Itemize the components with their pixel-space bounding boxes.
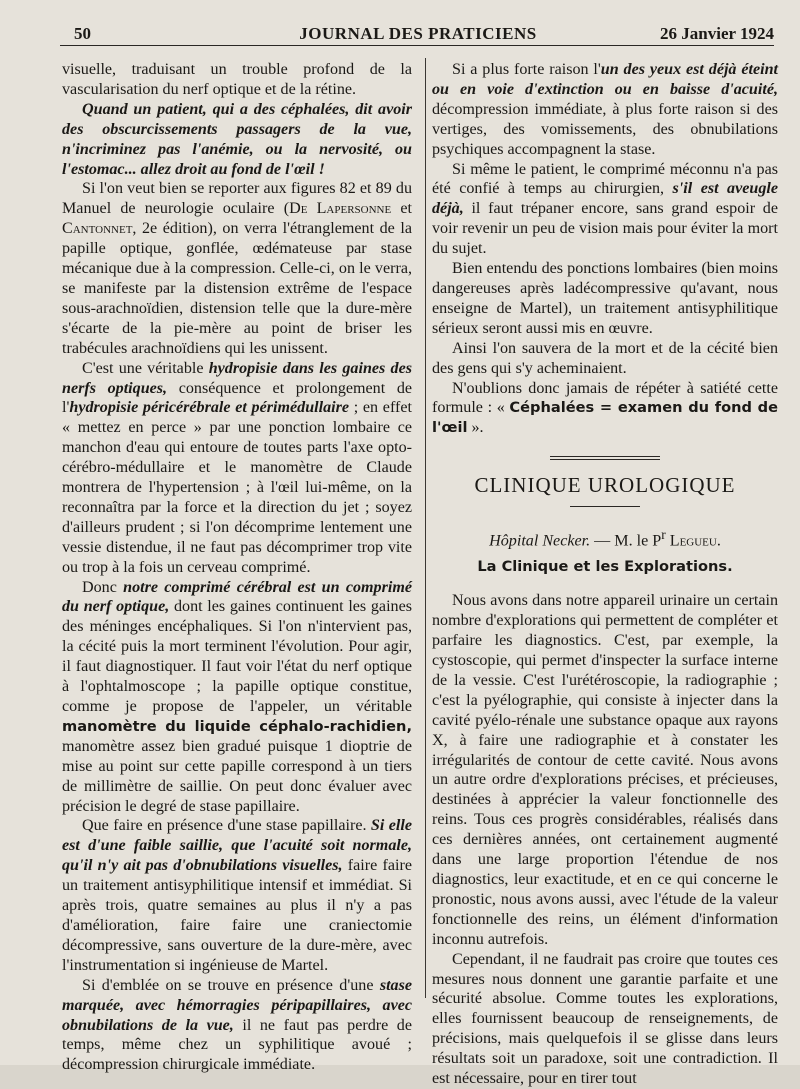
paragraph: Ainsi l'on sauvera de la mort et de la cécité bien des gens qui s'y acheminaient. [432, 339, 778, 377]
paragraph: visuelle, traduisant un trouble profond de la vascularisation du nerf optique et de la rétine. [62, 61, 412, 98]
page-number: 50 [74, 24, 91, 43]
hospital-line: Hôpital Necker. — M. le $P^r$ Legueu. [489, 527, 721, 550]
running-header [62, 16, 774, 46]
paragraph: Bien entendu des ponctions lombaires (bien moins dangereuses après ladécompressive qu'avant, nous enseigne de Martel), un traitement antisyphilitique sérieux seront aussi mis en œuvre. [432, 260, 778, 337]
right-column [432, 60, 778, 1089]
author-name: Cantonnet [62, 220, 133, 238]
article-subtitle: La Clinique et les Explorations. [477, 558, 733, 576]
title-rule [570, 506, 640, 507]
author-name: De Lapersonne [289, 200, 392, 218]
paragraph: N'oublions donc jamais de répéter à satiété cette formule : « Céphalées = examen du fond de l'œil ». [432, 379, 778, 437]
paragraph: Si même le patient, le comprimé méconnu n'a pas été confié à temps au chirurgien, s'il est aveugle déjà, il faut trépaner encore, sans grand espoir de voir revenir un peu de vision mais pour éviter la mort du sujet. [432, 160, 778, 258]
paragraph: Si d'emblée on se trouve en présence d'une stase marquée, avec hémorragies péripapillaires, avec obnubilations de la vue, il ne faut pas perdre de temps, même chez un syphilitique avoué ; décompression chirurgicale immédiate. [62, 976, 412, 1074]
paragraph: Si a plus forte raison l'un des yeux est déjà éteint ou en voie d'extinction ou en baisse d'acuité, décompression immédiate, à plus forte raison si des vertiges, des vomissements, des obnubilations psychiques accompagnent la stase. [432, 61, 778, 158]
formula: Céphalées = examen du fond de l'œil [432, 399, 778, 437]
section-separator [550, 456, 660, 460]
header-rule [60, 45, 774, 46]
paragraph: Donc notre comprimé cérébral est un comprimé du nerf optique, dont les gaines continuent les gaines des méninges encéphaliques. Si l'on n'intervient pas, la cécité puis la mort terminent l'évolution. Pour agir, il faut diagnostiquer. Il faut voir l'état du nerf optique à l'ophtalmoscope ; la papille optique constitue, comme je propose de l'appeler, un véritable manomètre du liquide céphalo-rachidien, manomètre assez bien gradué puisque 1 dioptrie de mise au point sur cette papille correspond à un tiers de millimètre de saillie. On peut donc évaluer avec précision le degré de stase papillaire. [62, 578, 413, 815]
column-divider [425, 58, 426, 998]
journal-title: JOURNAL DES PRATICIENS [299, 24, 537, 43]
paragraph: Quand un patient, qui a des céphalées, dit avoir des obscurcissements passagers de la vue, n'incriminez pas l'anémie, ou la nervosité, ou l'estomac... allez droit au fond de l'œil ! [62, 100, 412, 178]
section-title: CLINIQUE UROLOGIQUE [474, 473, 736, 498]
left-column [62, 60, 412, 1075]
paragraph: C'est une véritable hydropisie dans les gaines des nerfs optiques, conséquence et prolongement de l'hydropisie péricérébrale et périmédullaire ; en effet « mettez en perce » par une ponction lombaire ce manchon d'eau qui entoure de toutes parts l'axe opto-cérébro-médullaire et le manomètre de Claude montrera de l'hypertension ; à l'œil lui-même, on la reconnaîtra par la force et la direction du jet ; soyez d'ailleurs prudent ; si l'on décomprime lentement une vessie distendue, il ne faut pas décomprimer trop vite ou trop à la fois un cerveau comprimé. [62, 359, 413, 576]
issue-date: 26 Janvier 1924 [660, 24, 774, 43]
paragraph: Si l'on veut bien se reporter aux figures 82 et 89 du Manuel de neurologie oculaire (De Lapersonne et Cantonnet, 2e édition), on verra l'étranglement de la papille optique, gonflée, œdémateuse par stase mécanique due à la compression. Celle-ci, on le verra, se manifeste par la distension extrême de l'espace sous-arachnoïdien, distension telle que la dure-mère s'écarte de la pie-mère au point de briser les trabécules arachnoïdiens qui les unissent. [62, 180, 413, 357]
paragraph: Cependant, il ne faudrait pas croire que toutes ces mesures nous donnent une garantie parfaite et une sécurité absolue. Comme toutes les explorations, elles fournissent beaucoup de renseignements, de précisions, mais quelquefois il se glisse dans leurs résultats soit un paradoxe, soit une contradiction. Il est nécessaire, pour en tirer tout [432, 950, 778, 1088]
paragraph: Que faire en présence d'une stase papillaire. Si elle est d'une faible saillie, que l'acuité soit normale, qu'il n'y ait pas d'obnubilations visuelles, faire faire un traitement antisyphilitique intensif et immédiat. Si après trois, quatre semaines au plus il n'y a pas d'amélioration, faire faire une craniectomie décompressive, sans ouverture de la dure-mère, avec l'instrumentation si ingénieuse de Martel. [62, 817, 412, 974]
paragraph: Nous avons dans notre appareil urinaire un certain nombre d'explorations qui permettent de compléter et parfaire les diagnostics. C'est, par exemple, la cystoscopie, qui permet d'inspecter la surface interne de la vessie. C'est l'urétéroscopie, la radiographie ; c'est la pyélographie, qui consiste à injecter dans la cavité pyélo-rénale une substance opaque aux rayons X, à faire une radiographie et à constater les irrégularités de contour de cette cavité. Nous avons un autre ordre d'explorations précises, et précieuses, destinées à apprécier la valeur fonctionnelle des reins. Tous ces progrès considérables, réalisés dans ces dernières années, ont certainement augmenté dans une large proportion l'étendue de nos diagnostics, leur exactitude, et en ce qui concerne le pronostic, nous avons aussi, avec l'étude de la valeur fonctionnelle des reins, un élément d'information inconnu autrefois. [432, 592, 778, 948]
